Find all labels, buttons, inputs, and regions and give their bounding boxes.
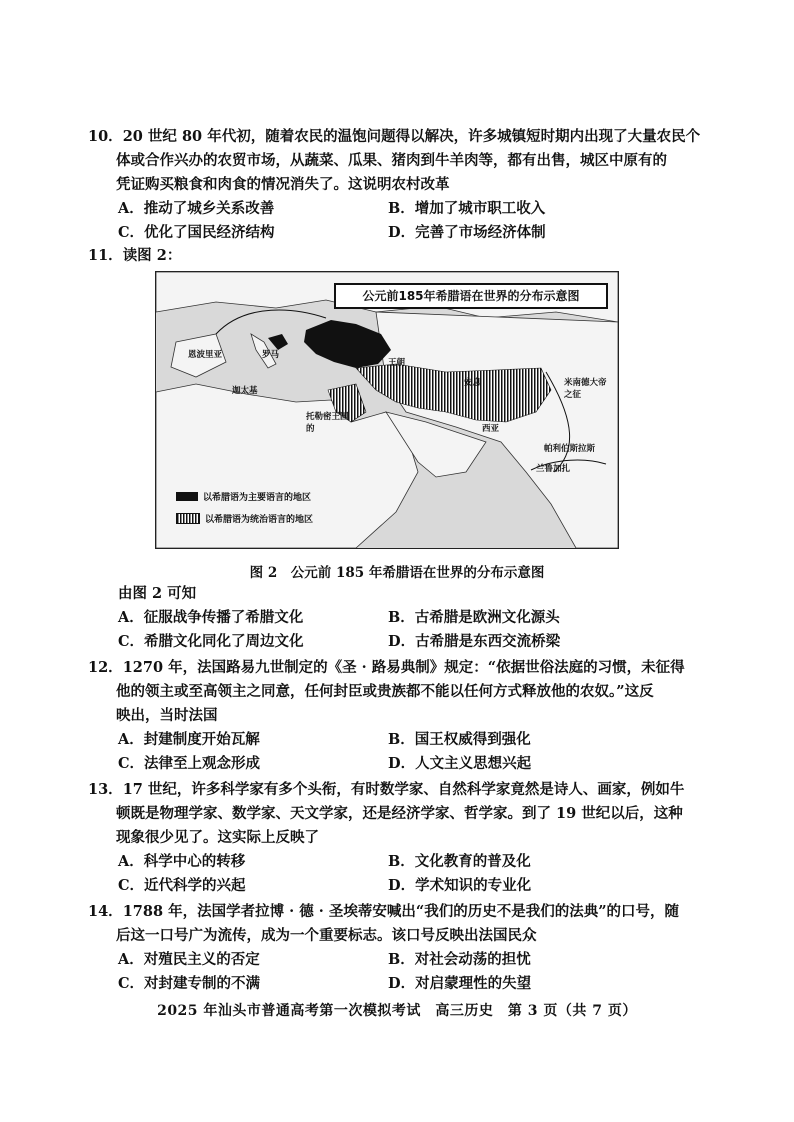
option-c[interactable]: C．希腊文化同化了周边文化 [118,633,304,650]
legend-label: 以希腊语为主要语言的地区 [203,493,312,503]
option-a[interactable]: A．对殖民主义的否定 [118,951,260,968]
question-11-lead: 由图 2 可知 [118,585,197,602]
question-text: 凭证购买粮食和肉食的情况消失了。这说明农村改革 [116,176,450,193]
question-text: 1270 年，法国路易九世制定的《圣 · 路易典制》规定：“依据世俗法庭的习惯，未征得 [122,659,685,676]
option-d[interactable]: D．对启蒙理性的失望 [388,975,532,992]
question-14-options [118,948,718,996]
option-c[interactable]: C．优化了国民经济结构 [118,224,275,241]
question-12 [88,656,728,728]
map-figure [155,271,619,549]
legend-label: 以希腊语为统治语言的地区 [205,515,314,525]
map-label: 罗马 [262,350,280,360]
question-text: 顿既是物理学家、数学家、天文学家，还是经济学家、哲学家。到了 19 世纪以后，这种 [116,805,683,822]
question-11 [88,244,728,268]
option-d[interactable]: D．古希腊是东西交流桥梁 [388,633,561,650]
option-b[interactable]: B．古希腊是欧洲文化源头 [388,609,560,626]
map-label: 帕利伯斯拉斯 [544,444,596,454]
question-number: 13． [88,781,123,798]
question-13-options [118,850,718,898]
option-c[interactable]: C．近代科学的兴起 [118,877,246,894]
option-c[interactable]: C．法律至上观念形成 [118,755,261,772]
map-label: 恩波里亚 [188,350,223,360]
question-text: 映出，当时法国 [116,707,218,724]
option-d[interactable]: D．人文主义思想兴起 [388,755,532,772]
question-text: 他的领主或至高领主之同意，任何封臣或贵族都不能以任何方式释放他的农奴。”这反 [116,683,654,700]
option-b[interactable]: B．文化教育的普及化 [388,853,531,870]
question-number: 14． [88,903,123,920]
legend-swatch [176,513,200,524]
question-text: 体或合作兴办的农贸市场，从蔬菜、瓜果、猪肉到牛羊肉等，都有出售，城区中原有的 [116,152,667,169]
map-label: 安息 [464,378,482,388]
page-footer: 2025 年汕头市普通高考第一次模拟考试 高三历史 第 3 页（共 7 页） [157,1003,637,1019]
question-13 [88,778,728,850]
option-b[interactable]: B．增加了城市职工收入 [388,200,546,217]
map-label: 西亚 [482,424,500,434]
option-d[interactable]: D．完善了市场经济体制 [388,224,546,241]
question-text: 后这一口号广为流传，成为一个重要标志。该口号反映出法国民众 [116,927,537,944]
question-text: 17 世纪，许多科学家有多个头衔，有时数学家、自然科学家竟然是诗人、画家，例如牛 [122,781,685,798]
option-a[interactable]: A．封建制度开始瓦解 [118,731,260,748]
map-title: 公元前185年希腊语在世界的分布示意图 [334,283,608,309]
question-text: 20 世纪 80 年代初，随着农民的温饱问题得以解决，许多城镇短时期内出现了大量农民个 [122,128,701,145]
legend-item-primary [176,490,311,503]
map-label: 米南德大帝之征 [564,378,607,400]
option-a[interactable]: A．科学中心的转移 [118,853,246,870]
legend-item-ruling [176,512,313,525]
map-label: 王朝 [388,358,406,368]
map-svg [156,272,618,548]
question-12-options [118,728,718,776]
question-number: 12． [88,659,123,676]
question-text: 1788 年，法国学者拉博 · 德 · 圣埃蒂安喊出“我们的历史不是我们的法典”的口号，随 [122,903,680,920]
question-number: 10． [88,128,123,145]
question-number: 11． [88,247,123,264]
question-10-options [118,197,718,245]
figure-caption: 图 2 公元前 185 年希腊语在世界的分布示意图 [249,565,545,581]
legend-swatch [176,492,198,501]
option-d[interactable]: D．学术知识的专业化 [388,877,532,894]
question-14 [88,900,728,948]
question-10 [88,125,728,197]
question-11-options [118,606,718,654]
option-b[interactable]: B．对社会动荡的担忧 [388,951,531,968]
question-text: 现象很少见了。这实际上反映了 [116,829,319,846]
map-label: 兰鲁加扎 [536,464,571,474]
map-label: 迦太基 [232,386,258,396]
option-c[interactable]: C．对封建专制的不满 [118,975,261,992]
option-a[interactable]: A．推动了城乡关系改善 [118,200,275,217]
option-b[interactable]: B．国王权威得到强化 [388,731,531,748]
map-label: 托勒密王国的 [306,412,349,434]
option-a[interactable]: A．征服战争传播了希腊文化 [118,609,304,626]
question-text: 读图 2： [122,247,182,264]
